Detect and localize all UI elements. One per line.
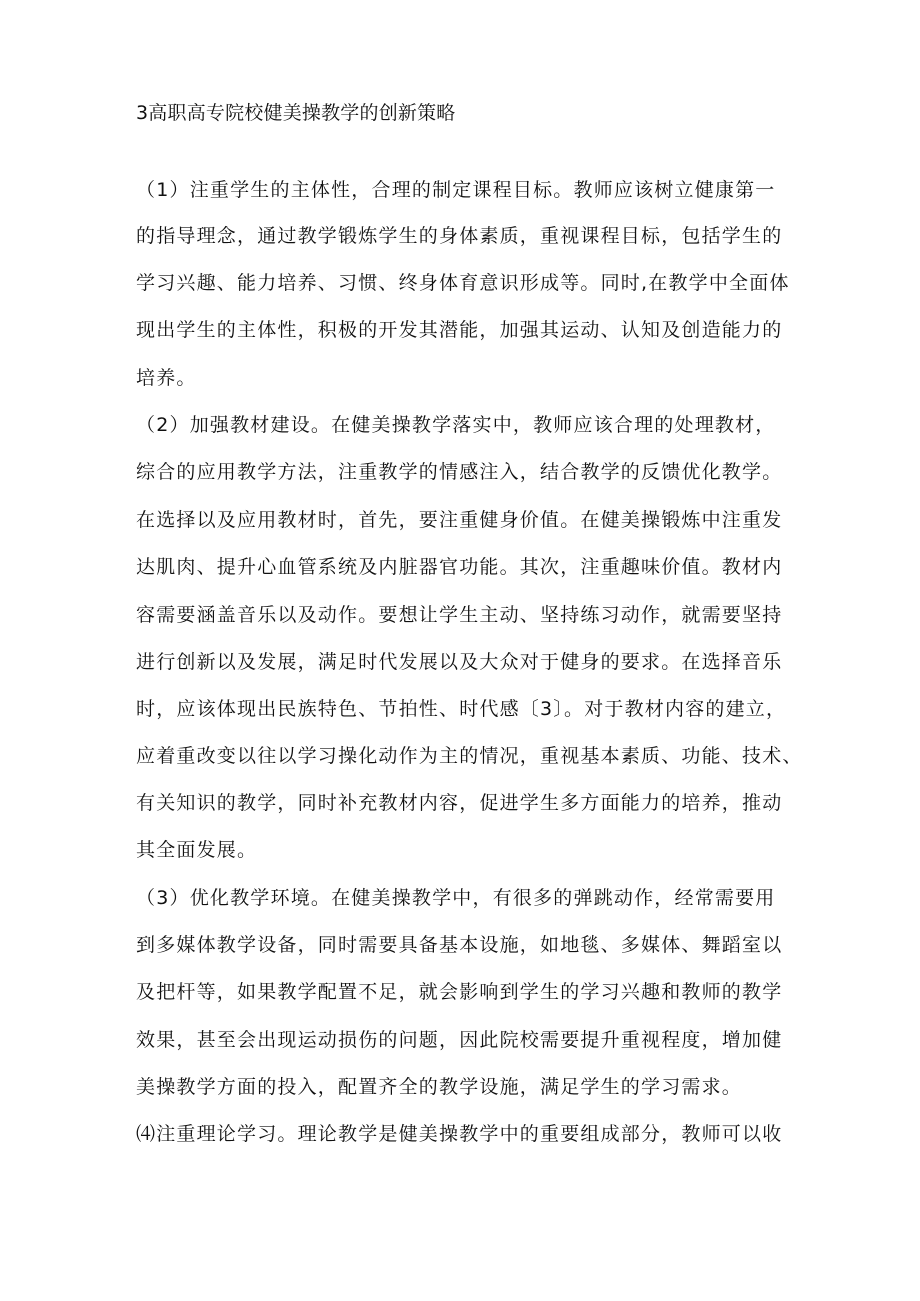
body-line-13: 应着重改变以往以学习操化动作为主的情况，重视基本素质、功能、技术、 (136, 745, 803, 767)
body-line-17: 到多媒体教学设备，同时需要具备基本设施，如地毯、多媒体、舞蹈室以 (136, 934, 783, 956)
body-line-11: 进行创新以及发展，满足时代发展以及大众对于健身的要求。在选择音乐 (136, 651, 783, 673)
body-line-7: 综合的应用教学方法，注重教学的情感注入，结合教学的反馈优化教学。 (136, 461, 783, 483)
body-line-2: 的指导理念，通过教学锻炼学生的身体素质，重视课程目标，包括学生的 (136, 225, 783, 247)
body-line-1: （1）注重学生的主体性，合理的制定课程目标。教师应该树立健康第一 (136, 179, 776, 201)
body-line-20: 美操教学方面的投入，配置齐全的教学设施，满足学生的学习需求。 (136, 1076, 743, 1098)
body-line-19: 效果，甚至会出现运动损伤的问题，因此院校需要提升重视程度，增加健 (136, 1029, 783, 1051)
body-line-8: 在选择以及应用教材时，首先，要注重健身价值。在健美操锻炼中注重发 (136, 509, 783, 531)
body-line-3: 学习兴趣、能力培养、习惯、终身体育意识形成等。同时,在教学中全面体 (136, 272, 790, 294)
body-line-6: （2）加强教材建设。在健美操教学落实中，教师应该合理的处理教材， (136, 414, 776, 436)
section-heading: 3高职高专院校健美操教学的创新策略 (136, 102, 456, 124)
body-line-4: 现出学生的主体性，积极的开发其潜能，加强其运动、认知及创造能力的 (136, 319, 783, 341)
body-line-15: 其全面发展。 (136, 839, 258, 861)
body-line-18: 及把杆等，如果教学配置不足，就会影响到学生的学习兴趣和教师的教学 (136, 981, 783, 1003)
body-line-9: 达肌肉、提升心血管系统及内脏器官功能。其次，注重趣味价值。教材内 (136, 556, 783, 578)
body-line-5: 培养。 (136, 367, 197, 389)
body-line-12: 时，应该体现出民族特色、节拍性、时代感〔3〕。对于教材内容的建立， (136, 698, 787, 720)
body-line-21: ⑷注重理论学习。理论教学是健美操教学中的重要组成部分，教师可以收 (136, 1123, 783, 1145)
body-line-10: 容需要涵盖音乐以及动作。要想让学生主动、坚持练习动作，就需要坚持 (136, 604, 783, 626)
body-line-16: （3）优化教学环境。在健美操教学中，有很多的弹跳动作，经常需要用 (136, 887, 776, 909)
body-line-14: 有关知识的教学，同时补充教材内容，促进学生多方面能力的培养，推动 (136, 792, 783, 814)
